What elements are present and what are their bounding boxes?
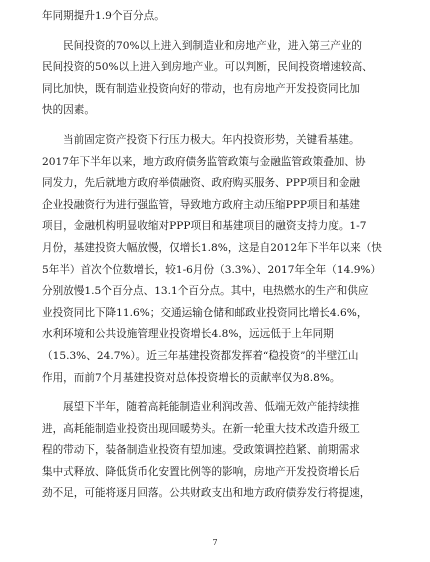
paragraph-2 xyxy=(42,36,397,122)
text-line: 分别放慢1.5个百分点、13.1个百分点。其中，电热燃水的生产和供应 xyxy=(42,285,369,298)
text-line: 月份，基建投资大幅放慢，仅增长1.8%，这是自2012年下半年以来（快 xyxy=(42,241,382,254)
text-line: 当前固定资产投资下行压力极大。年内投资形势，关键看基建。 xyxy=(63,133,360,146)
document-body xyxy=(42,6,397,505)
text-line: 5年半）首次个位数增长，较1-6月份（3.3%）、2017年全年（14.9%） xyxy=(42,263,382,276)
text-line: 快的因素。 xyxy=(42,104,95,117)
text-line: 集中式释放、降低货币化安置比例等的影响，房地产开发投资增长后 xyxy=(42,465,360,478)
text-line: 项目，金融机构明显收缩对PPP项目和基建项目的融资支持力度。1-7 xyxy=(42,220,367,233)
text-line: 2017年下半年以来，地方政府债务监管政策与金融监管政策叠加、协 xyxy=(42,155,366,168)
text-line: 进，高耗能制造业投资出现回暖势头。在新一轮重大技术改造升级工 xyxy=(42,422,360,435)
text-line: 水利环境和公共设施管理业投资增长4.8%，远远低于上年同期 xyxy=(42,328,334,341)
paragraph-3 xyxy=(42,130,397,389)
text-line: 业投资同比下降11.6%；交通运输仓储和邮政业投资同比增长4.6%， xyxy=(42,306,368,319)
text-line: 劲不足，可能将逐月回落。公共财政支出和地方政府债券发行将提速， xyxy=(42,487,371,500)
text-line: 企业投融资行为进行强监管，导致地方政府主动压缩PPP项目和基建 xyxy=(42,198,361,211)
text-line: 同比加快，既有制造业投资向好的带动，也有房地产开发投资同比加 xyxy=(42,82,360,95)
page-number: 7 xyxy=(212,538,218,547)
paragraph-4 xyxy=(42,397,397,505)
paragraph-1 xyxy=(42,6,397,28)
text-line: 民间投资的70%以上进入到制造业和房地产业，进入第三产业的 xyxy=(63,39,362,52)
text-line: 同发力，先后就地方政府举债融资、政府购买服务、PPP项目和金融 xyxy=(42,177,361,190)
text-line: 作用，而前7个月基建投资对总体投资增长的贡献率仅为8.8%。 xyxy=(42,371,341,384)
text-line: 程的带动下，装备制造业投资有望加速。受政策调控趋紧、前期需求 xyxy=(42,444,360,457)
text-line: 民间投资的50%以上进入到房地产业。可以判断，民间投资增速较高、 xyxy=(42,61,373,74)
text-line: 年同期提升1.9个百分点。 xyxy=(42,10,165,22)
text-line: （15.3%、24.7%）。近三年基建投资都发挥着“稳投资”的半壁江山 xyxy=(42,349,359,362)
text-line: 展望下半年，随着高耗能制造业利润改善、低端无效产能持续推 xyxy=(63,401,360,414)
